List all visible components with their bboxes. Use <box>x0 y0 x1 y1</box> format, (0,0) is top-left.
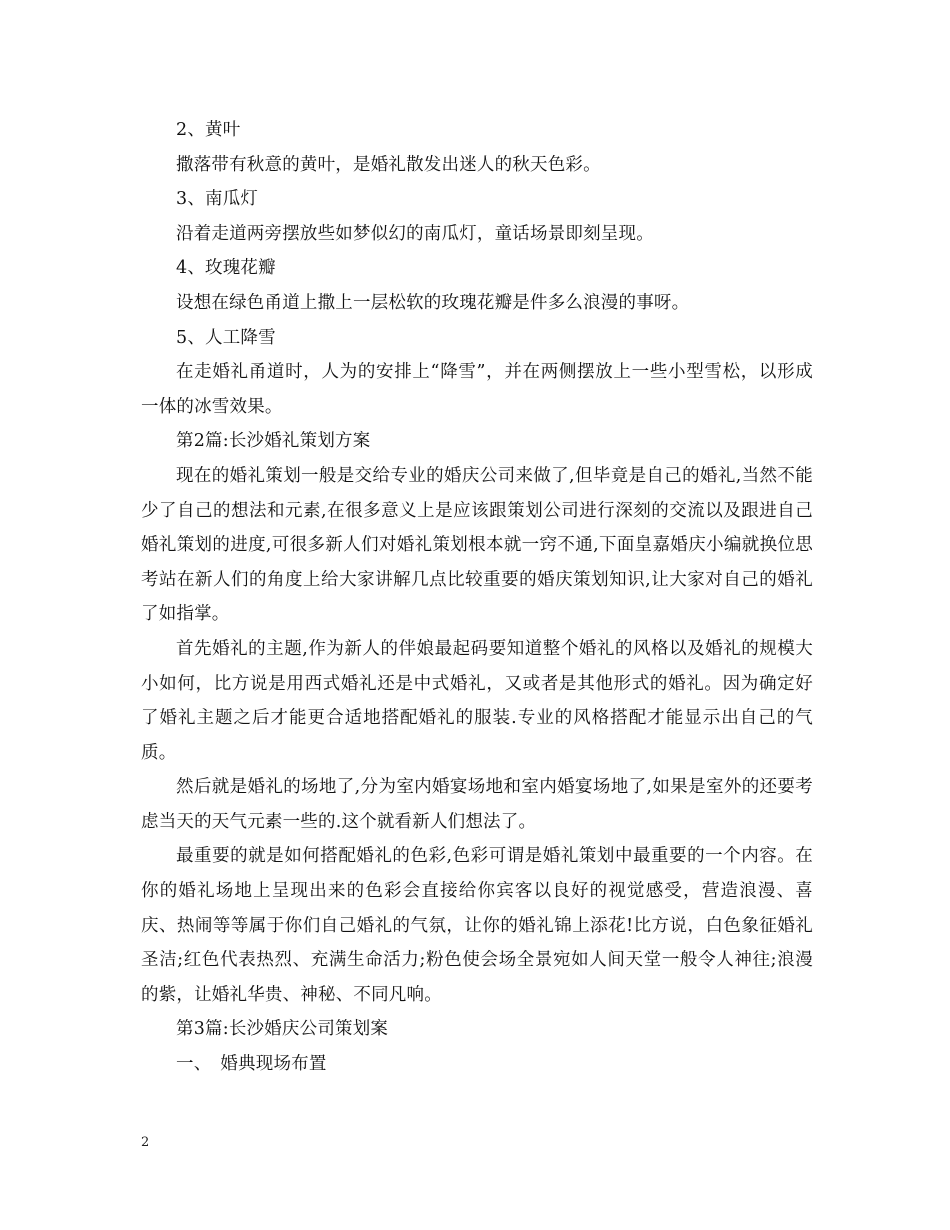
section-heading: 第3篇:长沙婚庆公司策划案 <box>176 1019 389 1040</box>
body-paragraph: 沿着走道两旁摆放些如梦似幻的南瓜灯，童话场景即刻呈现。 <box>176 223 654 244</box>
list-item-heading: 4、玫瑰花瓣 <box>176 258 276 279</box>
list-item-heading: 3、南瓜灯 <box>176 189 259 210</box>
list-item-heading: 5、人工降雪 <box>176 327 276 348</box>
subsection-heading: 一、 婚典现场布置 <box>176 1054 327 1075</box>
list-item-heading: 2、黄叶 <box>176 120 241 140</box>
body-paragraph: 首先婚礼的主题,作为新人的伴娘最起码要知道整个婚礼的风格以及婚礼的规模大小如何，比方说是用西式婚礼还是中式婚礼，又或者是其他形式的婚礼。因为确定好了婚礼主题之后才能更合适地搭配婚礼的服装.专业的风格搭配才能显示出自己的气质。 <box>141 638 813 763</box>
body-paragraph: 撒落带有秋意的黄叶，是婚礼散发出迷人的秋天色彩。 <box>176 154 601 175</box>
document-body <box>141 113 813 1082</box>
page-number: 2 <box>141 1135 150 1150</box>
body-paragraph: 最重要的就是如何搭配婚礼的色彩,色彩可谓是婚礼策划中最重要的一个内容。在你的婚礼场地上呈现出来的色彩会直接给你宾客以良好的视觉感受，营造浪漫、喜庆、热闹等等属于你们自己婚礼的气氛，让你的婚礼锦上添花!比方说，白色象征婚礼圣洁;红色代表热烈、充满生命活力;粉色使会场全景宛如人间天堂一般令人神往;浪漫的紫，让婚礼华贵、神秘、不同凡响。 <box>141 846 813 1005</box>
body-paragraph: 现在的婚礼策划一般是交给专业的婚庆公司来做了,但毕竟是自己的婚礼,当然不能少了自己的想法和元素,在很多意义上是应该跟策划公司进行深刻的交流以及跟进自己婚礼策划的进度,可很多新人们对婚礼策划根本就一窍不通,下面皇嘉婚庆小编就换位思考站在新人们的角度上给大家讲解几点比较重要的婚庆策划知识,让大家对自己的婚礼了如指掌。 <box>141 465 813 625</box>
body-paragraph: 然后就是婚礼的场地了,分为室内婚宴场地和室内婚宴场地了,如果是室外的还要考虑当天的天气元素一些的.这个就看新人们想法了。 <box>141 777 813 832</box>
body-paragraph: 在走婚礼甬道时，人为的安排上“降雪”，并在两侧摆放上一些小型雪松，以形成一体的冰雪效果。 <box>141 362 813 417</box>
body-paragraph: 设想在绿色甬道上撒上一层松软的玫瑰花瓣是件多么浪漫的事呀。 <box>176 292 690 313</box>
section-heading: 第2篇:长沙婚礼策划方案 <box>176 431 371 452</box>
